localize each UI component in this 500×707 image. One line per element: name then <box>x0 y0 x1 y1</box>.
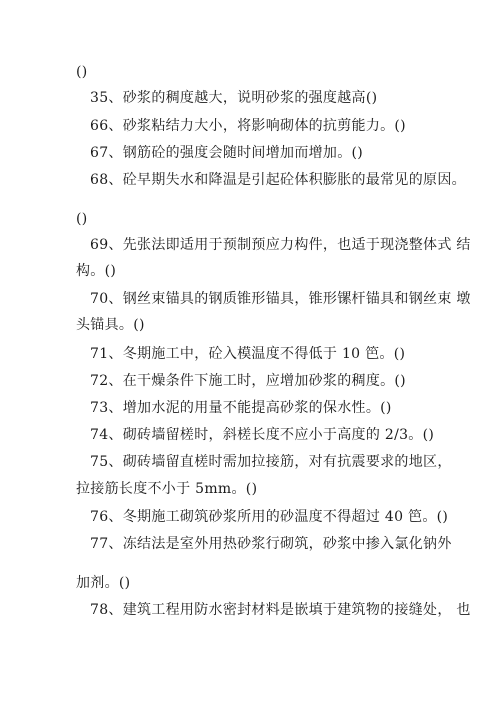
text-line: 72、在干燥条件下施工时，应增加砂浆的稠度。() <box>90 373 406 389</box>
text-line: 69、先张法即适用于预制预应力构件，也适于现浇整体式 结 <box>90 237 471 253</box>
text-line: () <box>76 64 88 80</box>
text-line: 加剂。() <box>76 575 131 591</box>
text-line: 78、建筑工程用防水密封材料是嵌填于建筑物的接缝处， 也 <box>90 602 471 618</box>
text-line: 76、冬期施工砌筑砂浆所用的砂温度不得超过 40 笆。() <box>90 509 449 525</box>
text-line: () <box>76 211 88 227</box>
text-line: 70、钢丝束锚具的钢质锥形锚具，锥形镙杆锚具和钢丝束 墩 <box>90 291 471 307</box>
text-line: 75、砌砖墙留直槎时需加拉接筋，对有抗震要求的地区， <box>90 454 452 470</box>
text-line: 67、钢筋砼的强度会随时间增加而增加。() <box>90 145 364 161</box>
text-line: 68、砼早期失水和降温是引起砼体积膨胀的最常见的原因。 <box>90 172 466 188</box>
text-line: 73、增加水泥的用量不能提高砂浆的保水性。() <box>90 400 392 416</box>
text-line: 71、冬期施工中，砼入模温度不得低于 10 笆。() <box>90 346 406 362</box>
text-line: 77、冻结法是室外用热砂浆行砌筑，砂浆中掺入氯化钠外 <box>90 536 452 552</box>
text-line: 拉接筋长度不小于 5mm。() <box>76 481 258 497</box>
text-line: 74、砌砖墙留槎时，斜槎长度不应小于高度的 2/3。() <box>90 427 435 443</box>
text-line: 构。() <box>76 263 117 279</box>
text-line: 66、砂浆粘结力大小，将影响砌体的抗剪能力。() <box>90 118 406 134</box>
text-line: 头锚具。() <box>76 317 145 333</box>
text-line: 35、砂浆的稠度越大，说明砂浆的强度越高() <box>90 90 378 106</box>
